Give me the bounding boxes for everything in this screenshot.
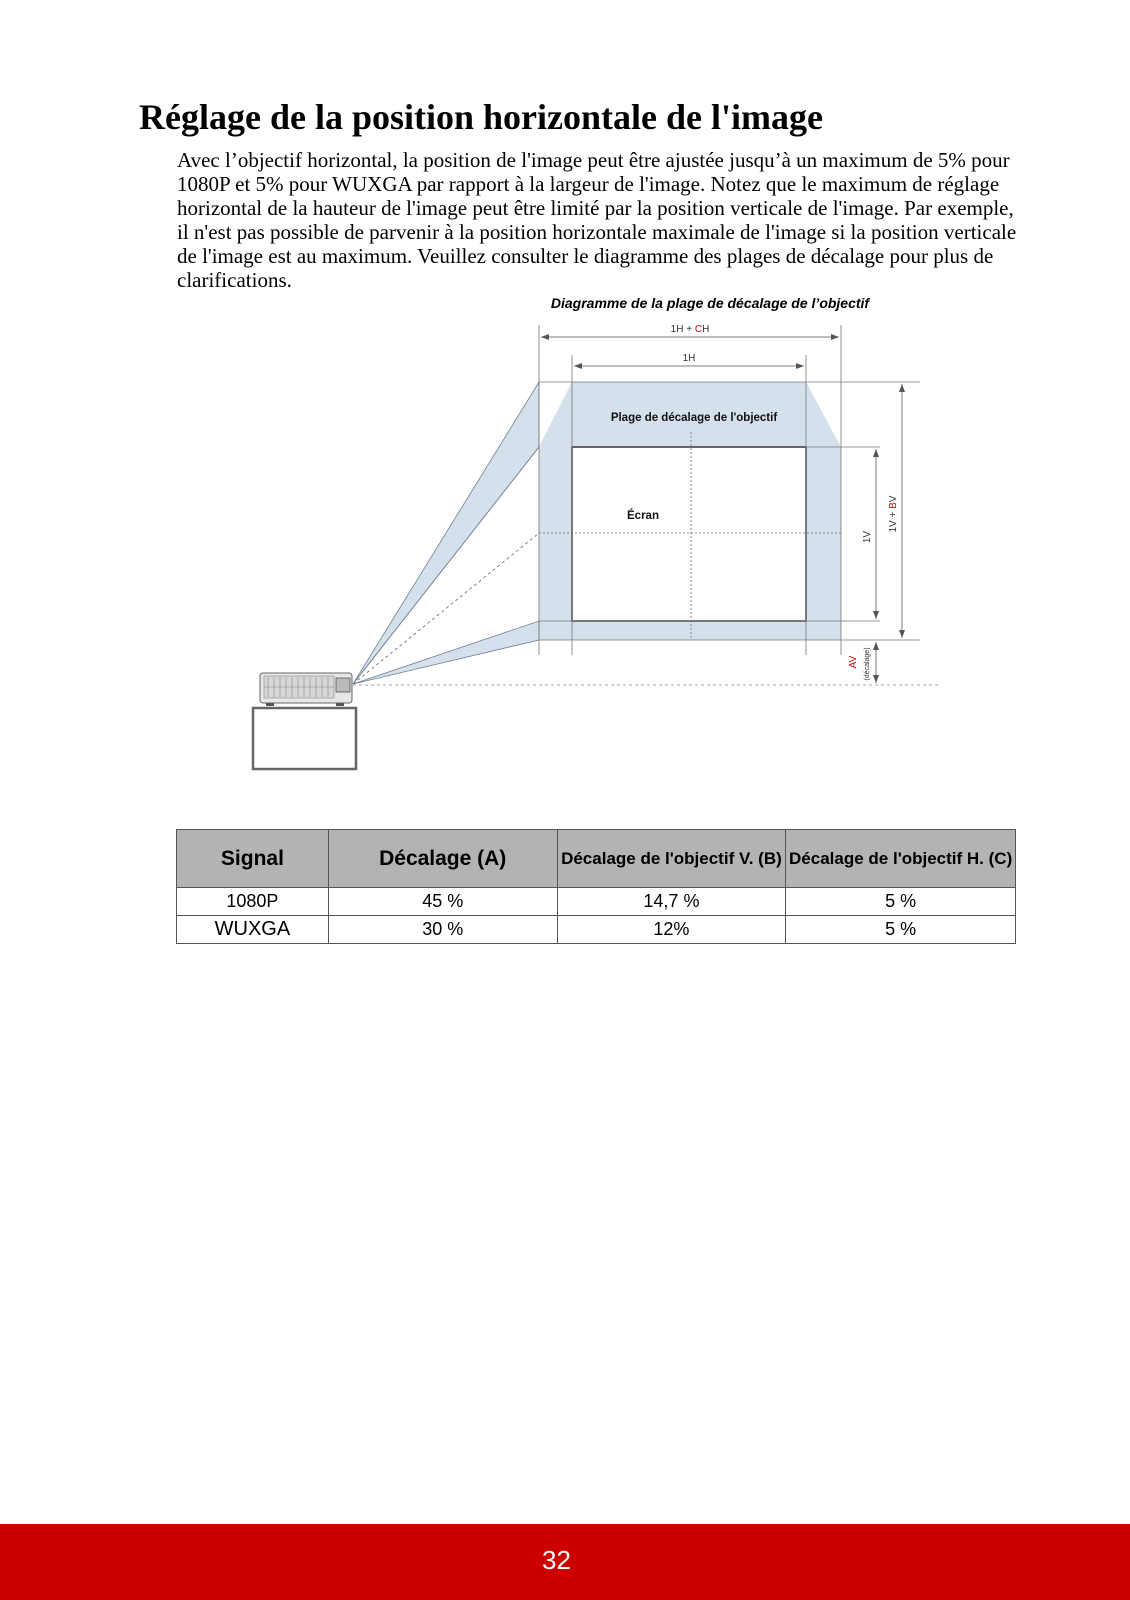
dim-offset-label: (décalage) bbox=[864, 647, 871, 681]
dim-1h-ch-arrow-left bbox=[541, 334, 549, 340]
table-row bbox=[177, 888, 1016, 916]
page-number: 32 bbox=[542, 1545, 571, 1575]
dim-1h-arrow-right bbox=[796, 363, 804, 369]
dim-1v-bv-label: 1V + BV bbox=[888, 495, 899, 533]
dim-av-label: AV bbox=[848, 655, 859, 669]
page-title: Réglage de la position horizontale de l'image bbox=[139, 97, 823, 137]
cell-signal: WUXGA bbox=[177, 916, 329, 944]
diagram-caption: Diagramme de la plage de décalage de l’objectif bbox=[550, 295, 870, 311]
cell-lens-h-c: 5 % bbox=[786, 916, 1016, 944]
screen-label: Écran bbox=[627, 510, 659, 522]
cell-lens-v-b: 14,7 % bbox=[557, 888, 786, 916]
dim-1v-label: 1V bbox=[862, 530, 873, 544]
dim-1h-arrow-left bbox=[574, 363, 582, 369]
screen-rect bbox=[572, 447, 806, 621]
table-row bbox=[177, 916, 1016, 944]
cell-lens-h-c: 5 % bbox=[786, 888, 1016, 916]
cell-offset-a: 45 % bbox=[328, 888, 557, 916]
projector-icon bbox=[260, 673, 352, 706]
projector-stand bbox=[253, 708, 356, 769]
dim-1h-label: 1H bbox=[682, 353, 696, 364]
dim-1h-ch-arrow-right bbox=[831, 334, 839, 340]
header-offset-a: Décalage (A) bbox=[328, 830, 557, 888]
dim-1v-arrow-bottom bbox=[873, 611, 879, 619]
lens-shift-table bbox=[176, 829, 1016, 944]
header-signal: Signal bbox=[177, 830, 329, 888]
dim-av-arrow-bottom bbox=[873, 675, 879, 683]
range-trapezoid bbox=[539, 382, 572, 447]
dim-1v-arrow-top bbox=[873, 449, 879, 457]
table-header-row bbox=[177, 830, 1016, 888]
dim-1v-bv-arrow-top bbox=[899, 384, 905, 392]
beam-line bbox=[353, 447, 539, 684]
dim-av-arrow-top bbox=[873, 642, 879, 650]
header-lens-v-b: Décalage de l'objectif V. (B) bbox=[557, 830, 786, 888]
dim-1v-bv-arrow-bottom bbox=[899, 630, 905, 638]
header-lens-h-c: Décalage de l'objectif H. (C) bbox=[786, 830, 1016, 888]
projection-beam-bottom bbox=[353, 621, 539, 684]
cell-lens-v-b: 12% bbox=[557, 916, 786, 944]
cell-offset-a: 30 % bbox=[328, 916, 557, 944]
lens-range-label: Plage de décalage de l'objectif bbox=[610, 412, 778, 424]
cell-signal: 1080P bbox=[177, 888, 329, 916]
body-paragraph: Avec l’objectif horizontal, la position de l'image peut être ajustée jusqu’à un maximum de 5% pour 1080P et 5% pour WUXGA par rapport à la largeur de l'image. Notez que le maximum de réglage horizontal de la hauteur de l'image peut être limité par la position verticale de l'image. Par exemple, il n'est pas possible de parvenir à la position horizontale maximale de l'image si la position verticale de l'image est au maximum. Veuillez consulter le diagramme des plages de décalage pour plus de clarifications. bbox=[177, 148, 1017, 292]
dim-1h-ch-label: 1H + CH bbox=[670, 324, 710, 335]
